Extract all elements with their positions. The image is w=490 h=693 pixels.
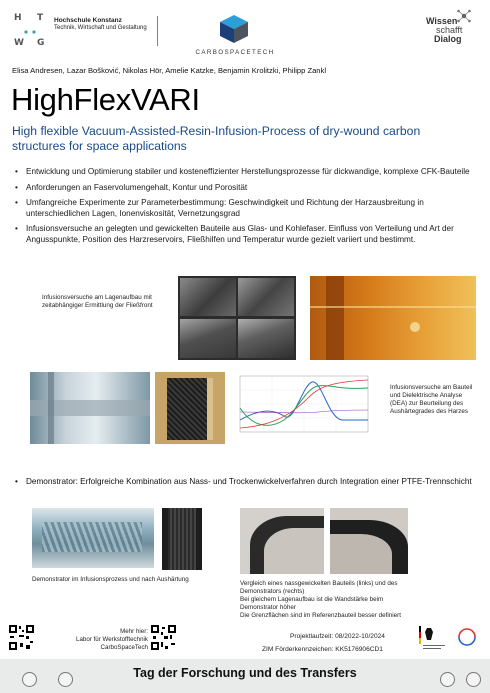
bullet-list — [12, 167, 472, 250]
network-icon — [456, 8, 472, 24]
more-info-label: Mehr hier: — [120, 628, 148, 635]
zim-logo-icon — [456, 626, 478, 648]
lab-link[interactable]: Labor für Werkstofftechnik — [76, 636, 148, 643]
htwg-letter-g: G — [37, 38, 45, 48]
qr-code-icon[interactable] — [8, 624, 35, 651]
page-subtitle: High flexible Vacuum-Assisted-Resin-Infusion-Process of dry-wound carbon structures for space applications — [12, 124, 421, 153]
htwg-letter-w: W — [14, 38, 24, 48]
qr-code-icon[interactable] — [150, 624, 177, 651]
bullet-item: • Infusionsversuche an gelegten und gewickelten Bauteile aus Glas- und Kohlefaser. Einfluss von Verteilung und Art der Angusspunkte, Position des Harzreservoirs, Fließhilfen und Temperatur wurde gezielt variiert und bestimmt. — [12, 224, 472, 244]
authors: Elisa Andresen, Lazar Bošković, Nikolas Hör, Amelie Katzke, Benjamin Krolitzki, Philipp Zankl — [12, 66, 327, 75]
wsd-line-2: schafft — [436, 25, 463, 35]
header-divider — [157, 16, 158, 46]
caption-flow-front: Infusionsversuche am Lagenaufbau mit zeitabhängiger Ermittlung der Fließfront — [42, 294, 153, 309]
demonstrator-infusion-photo — [32, 508, 154, 568]
bullet-item: • Umfangreiche Experimente zur Parameterbestimmung: Geschwindigkeit und Richtung der Harzausbreitung in unterschiedlichen Lagen, Ionenviskosität, Vernetzungsgrad — [12, 198, 472, 218]
project-duration: Projektlaufzeit: 08/2022-10/2024 — [290, 633, 385, 640]
htwg-dots-icon — [12, 13, 52, 53]
demonstrator-section-photo — [330, 508, 408, 574]
institution-subtitle: Technik, Wirtschaft und Gestaltung — [54, 25, 147, 31]
more-info — [54, 628, 148, 652]
caption-dea: Infusionsversuche am Bauteil und Dielektrische Analyse (DEA) zur Beurteilung des Aushärtegrades des Harzes — [390, 384, 473, 415]
caption-demonstrator: Demonstrator im Infusionsprozess und nach Aushärtung — [32, 576, 189, 583]
bullet-item: • Anforderungen an Faservolumengehalt, Kontur und Porosität — [12, 183, 472, 193]
institution-name: Hochschule Konstanz — [54, 17, 122, 24]
flow-front-photo-grid — [178, 276, 296, 360]
partner-name: CARBOSPACETECH — [195, 49, 275, 56]
carbospacetech-logo-icon — [216, 13, 252, 45]
gear-icon — [440, 672, 455, 687]
carbospacetech-link[interactable]: CarboSpaceTech — [100, 644, 148, 651]
bullet-item: • Entwicklung und Optimierung stabiler und kosteneffizienter Herstellungsprozesse für dickwandige, komplexe CFK-Bauteile — [12, 167, 472, 177]
wet-wound-part-photo — [240, 508, 324, 574]
wsd-line-1: Wissen — [426, 16, 458, 26]
funding-code: ZIM Förderkennzeichen: KK5176906CD1 — [262, 646, 383, 653]
infusion-component-photo — [310, 276, 476, 360]
people-icon — [466, 672, 481, 687]
page-title: HighFlexVARI — [11, 82, 200, 117]
caption-comparison: Vergleich eines nassgewickelten Bauteils (links) und des Demonstrators (rechts) Bei gleichem Lagenaufbau ist die Wandstärke beim Demonstrator höher Die Grenzflächen sind im Referenzbauteil besser definiert — [240, 580, 402, 619]
footer-title: Tag der Forschung und des Transfers — [133, 666, 357, 680]
demonstrator-cured-photo — [162, 508, 202, 570]
htwg-letter-t: T — [37, 13, 44, 23]
demonstrator-bullet: • Demonstrator: Erfolgreiche Kombination aus Nass- und Trockenwickelverfahren durch Integration einer PTFE-Trennschicht — [12, 477, 472, 487]
carbon-laminate-photo — [155, 372, 225, 444]
htwg-letter-h: H — [14, 13, 22, 23]
htwg-logo — [12, 13, 52, 53]
wound-component-photo — [30, 372, 150, 444]
wsd-line-3: Dialog — [434, 34, 462, 44]
dea-chart — [228, 368, 384, 444]
federal-ministry-logo-icon — [418, 624, 448, 654]
